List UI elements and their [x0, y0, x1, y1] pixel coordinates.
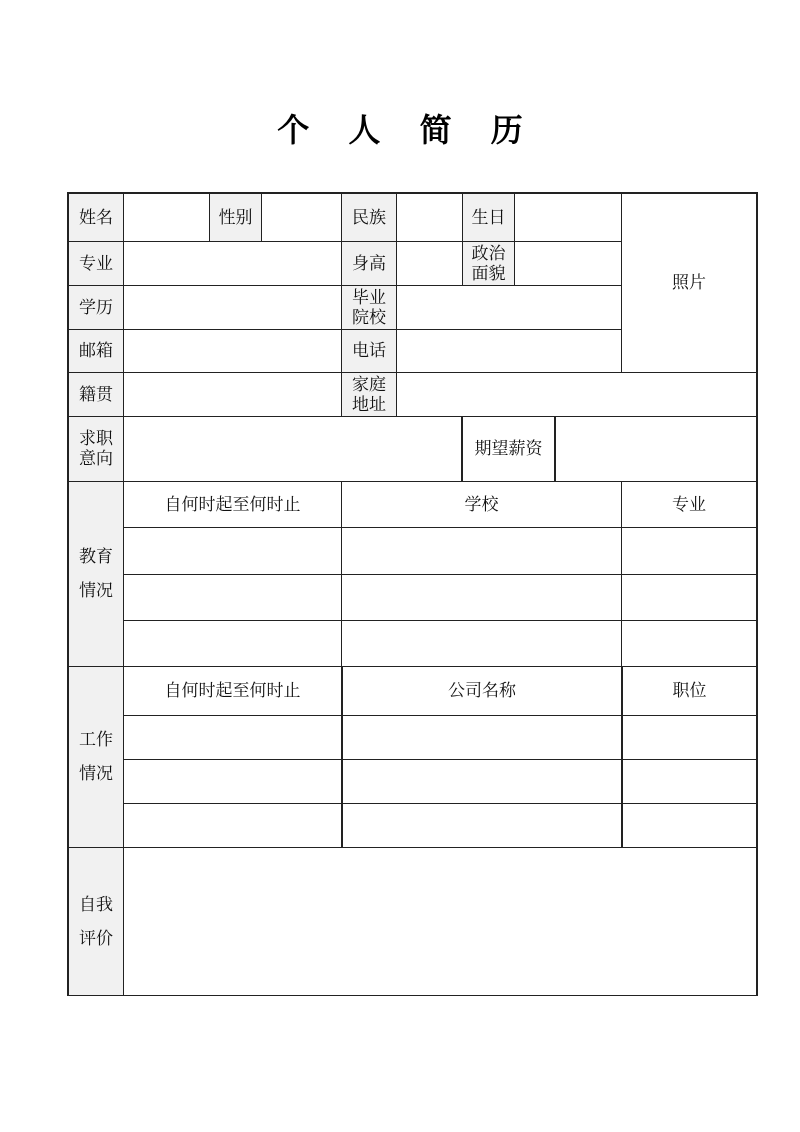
edu-row-1-period[interactable] [124, 528, 341, 574]
label-phone: 电话 [342, 330, 396, 372]
hline-row2 [67, 285, 622, 286]
label-school-line2: 院校 [352, 307, 386, 328]
edu-row-3-school[interactable] [342, 621, 621, 666]
edu-row-3-period[interactable] [124, 621, 341, 666]
label-ethnicity: 民族 [342, 194, 396, 241]
vline-gender-left [209, 192, 210, 242]
work-row-3-position[interactable] [623, 804, 756, 847]
edu-row-3-major[interactable] [622, 621, 756, 666]
label-birthday: 生日 [463, 194, 514, 241]
label-job-intent [69, 417, 123, 481]
hline-row4 [67, 372, 758, 373]
label-job-intent-line2: 意向 [79, 449, 113, 469]
work-row-1-period[interactable] [124, 716, 341, 759]
vline-mid-label [396, 192, 397, 417]
field-self-evaluation[interactable] [124, 848, 756, 995]
hline-row5 [67, 416, 758, 417]
vline-salary-left [461, 416, 463, 482]
label-edu-line2: 情况 [79, 581, 113, 601]
work-header-company: 公司名称 [448, 681, 516, 701]
label-native-place: 籍贯 [69, 373, 123, 416]
label-expected-salary: 期望薪资 [474, 439, 543, 459]
edu-row-2-period[interactable] [124, 575, 341, 620]
hline-work-header [123, 715, 758, 716]
vline-salary-right [554, 416, 556, 482]
hline-work-end [67, 847, 758, 848]
work-row-2-position[interactable] [623, 760, 756, 803]
resume-title: 个 人 简 历 [277, 111, 537, 149]
label-self-evaluation [69, 848, 123, 995]
field-graduated-school[interactable] [397, 286, 621, 329]
photo-box[interactable]: 照片 [672, 273, 706, 293]
field-education[interactable] [124, 286, 341, 329]
field-phone[interactable] [397, 330, 621, 372]
work-header-position: 职位 [672, 681, 707, 701]
hline-row3 [67, 329, 622, 330]
hline-row1 [67, 241, 622, 242]
vline-gender-right [261, 192, 262, 242]
vline-label-col [123, 192, 124, 996]
hline-edu-1 [123, 574, 758, 575]
border-left [67, 192, 69, 996]
hline-edu-2 [123, 620, 758, 621]
field-political-status[interactable] [515, 242, 621, 285]
label-address-line2: 地址 [352, 394, 386, 415]
field-gender[interactable] [262, 194, 341, 241]
field-job-intent[interactable] [124, 417, 462, 481]
label-education: 学历 [69, 286, 123, 329]
field-name[interactable] [124, 194, 209, 241]
field-birthday[interactable] [515, 194, 621, 241]
field-height[interactable] [397, 242, 462, 285]
work-row-2-company[interactable] [343, 760, 621, 803]
label-political-line1: 政治 [471, 243, 506, 264]
label-job-intent-line1: 求职 [79, 429, 113, 449]
label-self-line2: 评价 [79, 928, 113, 949]
work-row-1-company[interactable] [343, 716, 621, 759]
work-header-period: 自何时起至何时止 [164, 681, 301, 701]
label-email: 邮箱 [69, 330, 123, 372]
field-ethnicity[interactable] [397, 194, 462, 241]
edu-header-school: 学校 [464, 494, 499, 515]
field-expected-salary[interactable] [556, 417, 756, 481]
vline-edu-major [621, 481, 622, 667]
label-self-line1: 自我 [79, 894, 113, 915]
field-major[interactable] [124, 242, 341, 285]
label-school-line1: 毕业 [352, 287, 386, 308]
work-row-1-position[interactable] [623, 716, 756, 759]
label-name: 姓名 [69, 194, 123, 241]
work-row-2-period[interactable] [124, 760, 341, 803]
edu-row-1-major[interactable] [622, 528, 756, 574]
label-edu-line1: 教育 [79, 547, 113, 567]
border-right [756, 192, 758, 996]
vline-work-company [341, 666, 343, 848]
label-graduated-school [342, 286, 396, 329]
vline-birthday-left [462, 192, 463, 286]
edu-header-period: 自何时起至何时止 [164, 494, 301, 515]
vline-work-position [621, 666, 623, 848]
label-gender: 性别 [210, 194, 261, 241]
label-address-line1: 家庭 [352, 374, 386, 395]
hline-work-1 [123, 759, 758, 760]
vline-edu-school [341, 481, 342, 667]
vline-mid-top [341, 192, 342, 417]
label-home-address [342, 373, 396, 416]
label-major: 专业 [69, 242, 123, 285]
label-height: 身高 [342, 242, 396, 285]
field-native-place[interactable] [124, 373, 341, 416]
work-row-3-period[interactable] [124, 804, 341, 847]
edu-header-major: 专业 [672, 494, 706, 515]
vline-photo-left [621, 192, 622, 373]
hline-edu-end [67, 666, 758, 667]
label-work-line1: 工作 [79, 730, 113, 750]
label-political-status [463, 242, 514, 285]
border-bottom [67, 995, 758, 996]
label-work-line2: 情况 [79, 764, 113, 784]
vline-birthday-right [514, 192, 515, 286]
hline-work-2 [123, 803, 758, 804]
field-home-address[interactable] [397, 373, 756, 416]
label-political-line2: 面貌 [471, 263, 506, 284]
label-work-history [69, 667, 123, 847]
border-top [67, 192, 758, 194]
work-row-3-company[interactable] [343, 804, 621, 847]
hline-row6 [67, 481, 758, 482]
field-email[interactable] [124, 330, 341, 372]
edu-row-2-school[interactable] [342, 575, 621, 620]
edu-row-2-major[interactable] [622, 575, 756, 620]
label-education-history [69, 482, 123, 666]
hline-edu-header [123, 527, 758, 528]
edu-row-1-school[interactable] [342, 528, 621, 574]
